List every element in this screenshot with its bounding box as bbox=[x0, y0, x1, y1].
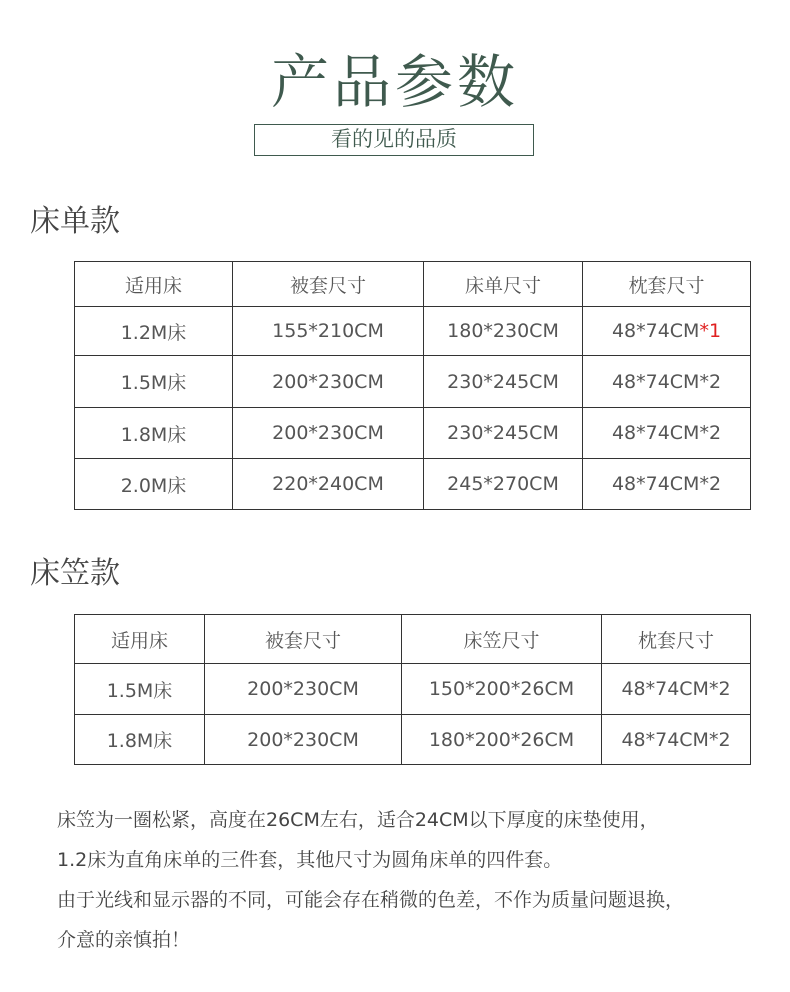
table-cell: 180*230CM bbox=[424, 307, 583, 356]
table-row bbox=[75, 408, 751, 459]
table-cell: 1.5M床 bbox=[75, 664, 205, 715]
table-cell: 200*230CM bbox=[205, 664, 402, 715]
table-cell: 48*74CM*2 bbox=[583, 356, 751, 408]
table-header-row bbox=[75, 615, 751, 664]
note-line: 1.2床为直角床单的三件套，其他尺寸为圆角床单的四件套。 bbox=[57, 849, 563, 871]
table-cell: 48*74CM*2 bbox=[602, 664, 751, 715]
table-header-cell: 枕套尺寸 bbox=[583, 262, 751, 307]
table-cell: 200*230CM bbox=[233, 408, 424, 459]
table-header-cell: 被套尺寸 bbox=[233, 262, 424, 307]
pillow-count-highlight: *1 bbox=[699, 320, 722, 342]
table-cell: 230*245CM bbox=[424, 356, 583, 408]
table-cell: 180*200*26CM bbox=[402, 715, 602, 765]
table-row bbox=[75, 664, 751, 715]
pillow-size-text: 48*74CM bbox=[611, 320, 700, 342]
table-header-cell: 床笠尺寸 bbox=[402, 615, 602, 664]
page-subtitle: 看的见的品质 bbox=[254, 124, 534, 156]
note-line: 床笠为一圈松紧，高度在26CM左右，适合24CM以下厚度的床垫使用， bbox=[57, 809, 659, 831]
sheet-section-title: 床单款 bbox=[30, 204, 120, 239]
table-cell bbox=[583, 307, 751, 356]
table-row bbox=[75, 715, 751, 765]
note-line: 由于光线和显示器的不同，可能会存在稍微的色差，不作为质量问题退换， bbox=[57, 889, 685, 911]
table-header-cell: 适用床 bbox=[75, 262, 233, 307]
table-cell: 220*240CM bbox=[233, 459, 424, 510]
fitted-size-table bbox=[74, 614, 751, 765]
table-cell: 48*74CM*2 bbox=[602, 715, 751, 765]
table-header-cell: 枕套尺寸 bbox=[602, 615, 751, 664]
table-row bbox=[75, 356, 751, 408]
table-row bbox=[75, 459, 751, 510]
table-header-cell: 被套尺寸 bbox=[205, 615, 402, 664]
table-cell: 230*245CM bbox=[424, 408, 583, 459]
table-row bbox=[75, 307, 751, 356]
notes-block bbox=[57, 800, 782, 960]
table-header-cell: 适用床 bbox=[75, 615, 205, 664]
table-cell: 1.2M床 bbox=[75, 307, 233, 356]
table-cell: 48*74CM*2 bbox=[583, 459, 751, 510]
fitted-section-title: 床笠款 bbox=[30, 556, 120, 591]
table-cell: 2.0M床 bbox=[75, 459, 233, 510]
table-cell: 245*270CM bbox=[424, 459, 583, 510]
table-cell: 1.8M床 bbox=[75, 715, 205, 765]
table-cell: 155*210CM bbox=[233, 307, 424, 356]
table-cell: 200*230CM bbox=[205, 715, 402, 765]
table-cell: 150*200*26CM bbox=[402, 664, 602, 715]
table-header-row bbox=[75, 262, 751, 307]
table-cell: 48*74CM*2 bbox=[583, 408, 751, 459]
table-cell: 200*230CM bbox=[233, 356, 424, 408]
page-title: 产品参数 bbox=[270, 48, 519, 116]
note-line: 介意的亲慎拍！ bbox=[57, 929, 191, 951]
table-cell: 1.8M床 bbox=[75, 408, 233, 459]
table-header-cell: 床单尺寸 bbox=[424, 262, 583, 307]
sheet-size-table bbox=[74, 261, 751, 510]
table-cell: 1.5M床 bbox=[75, 356, 233, 408]
